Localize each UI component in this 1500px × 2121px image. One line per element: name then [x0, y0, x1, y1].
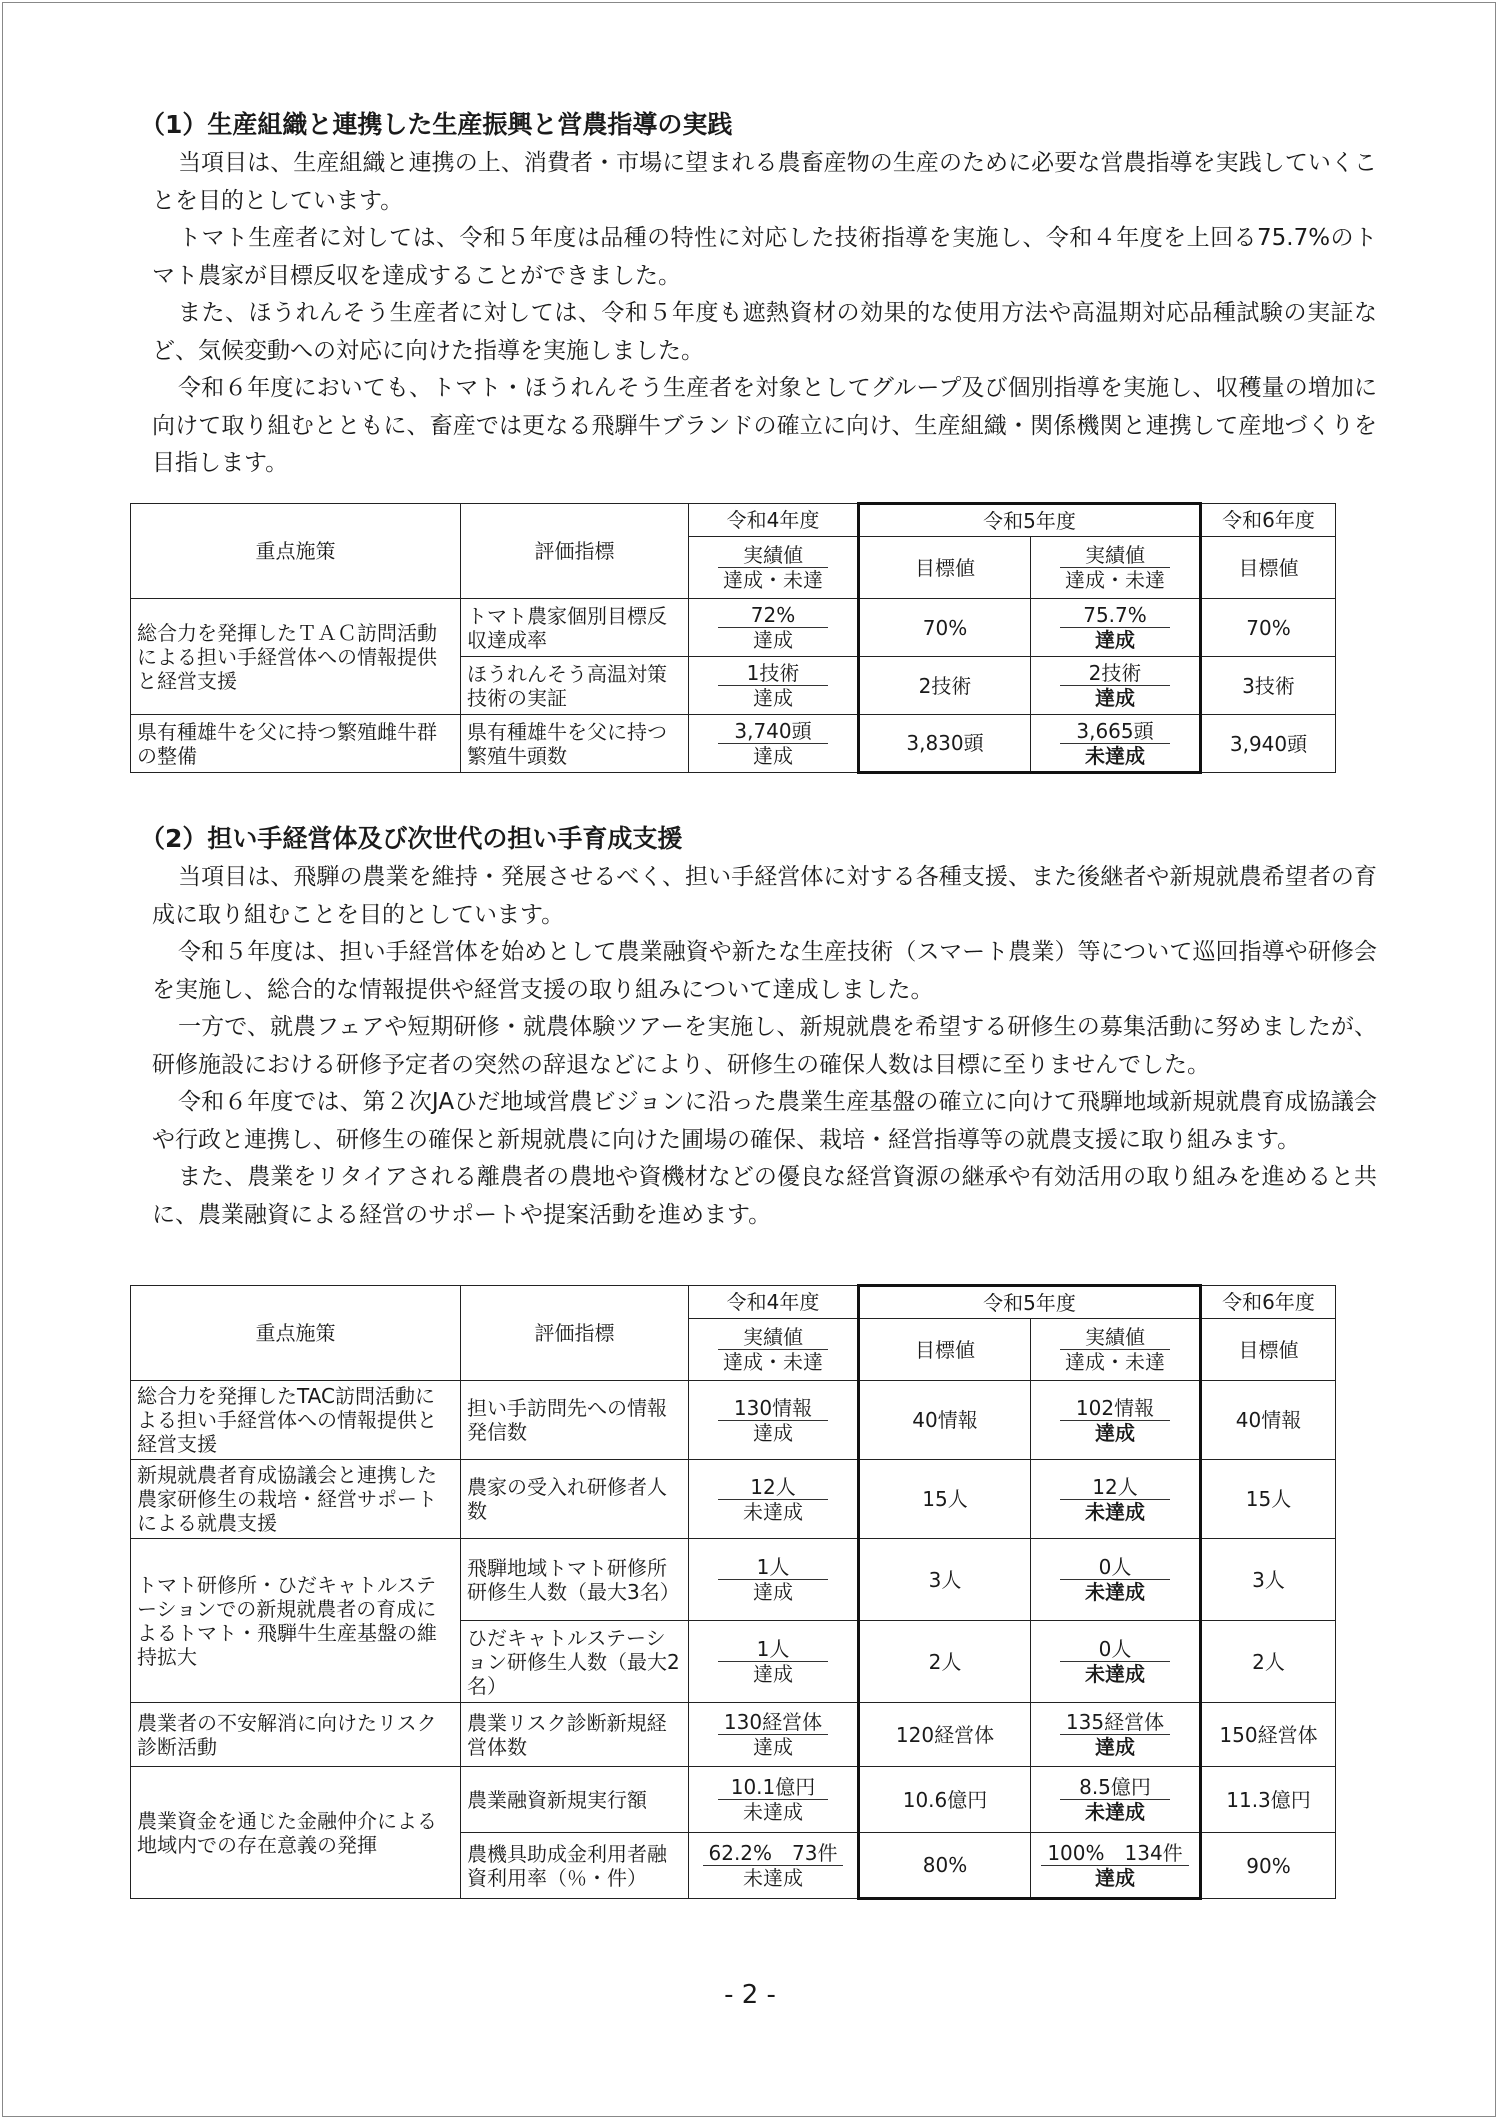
section1-paragraph: 当項目は、生産組織と連携の上、消費者・市場に望まれる農畜産物の生産のために必要な営農指導を実践していくことを目的としています。 — [152, 150, 1377, 214]
section2-paragraph: また、農業をリタイアされる離農者の農地や資機材などの優良な経営資源の継承や有効活用の取り組みを進めると共に、農業融資による経営のサポートや提案活動を進めます。 — [152, 1164, 1377, 1228]
r5-value-cell: $\frac{\text{0人}}{\text{未達成}}$ — [1031, 1621, 1201, 1703]
policy-cell: 新規就農者育成協議会と連携した農家研修生の栽培・経営サポートによる就農支援 — [131, 1460, 461, 1539]
header-r5-actual: $\frac{\text{実績値}}{\text{達成・未達}}$ — [1031, 1319, 1201, 1381]
r5-target-cell: 3,830頭 — [859, 715, 1031, 773]
page-number: - 2 - — [724, 1980, 776, 2010]
r5-value-cell: $\frac{\text{100\% 134件}}{\text{達成}}$ — [1031, 1833, 1201, 1899]
r5-target-cell: 70% — [859, 599, 1031, 657]
r4-value-cell: $\frac{\text{3,740頭}}{\text{達成}}$ — [689, 715, 859, 773]
policy-cell: トマト研修所・ひだキャトルステーションでの新規就農者の育成によるトマト・飛騨牛生産基盤の維持拡大 — [131, 1539, 461, 1703]
indicator-cell: ほうれんそう高温対策技術の実証 — [461, 657, 689, 715]
r5-value-cell: $\frac{\text{0人}}{\text{未達成}}$ — [1031, 1539, 1201, 1621]
indicator-cell: トマト農家個別目標反収達成率 — [461, 599, 689, 657]
policy-cell: 農業資金を通じた金融仲介による地域内での存在意義の発揮 — [131, 1767, 461, 1899]
header-r4-actual: $\frac{\text{実績値}}{\text{達成・未達}}$ — [689, 1319, 859, 1381]
header-r6: 令和6年度 — [1201, 504, 1336, 537]
r6-target-cell: 70% — [1201, 599, 1336, 657]
header-r4: 令和4年度 — [689, 1286, 859, 1319]
r5-value-cell: $\frac{\text{8.5億円}}{\text{未達成}}$ — [1031, 1767, 1201, 1833]
r5-target-cell: 10.6億円 — [859, 1767, 1031, 1833]
section1-paragraph: トマト生産者に対しては、令和５年度は品種の特性に対応した技術指導を実施し、令和４年度を上回る75.7%のトマト農家が目標反収を達成することができました。 — [152, 225, 1377, 289]
header-r6-target: 目標値 — [1201, 1319, 1336, 1381]
section2-paragraph: 当項目は、飛騨の農業を維持・発展させるべく、担い手経営体に対する各種支援、また後継者や新規就農希望者の育成に取り組むことを目的としています。 — [152, 864, 1377, 928]
r5-target-cell: 2人 — [859, 1621, 1031, 1703]
indicator-cell: 農家の受入れ研修者人数 — [461, 1460, 689, 1539]
r6-target-cell: 3技術 — [1201, 657, 1336, 715]
r6-target-cell: 40情報 — [1201, 1381, 1336, 1460]
section1-paragraph: また、ほうれんそう生産者に対しては、令和５年度も遮熱資材の効果的な使用方法や高温期対応品種試験の実証など、気候変動への対応に向けた指導を実施しました。 — [152, 300, 1378, 364]
indicator-cell: 農機具助成金利用者融資利用率（％・件） — [461, 1833, 689, 1899]
indicator-cell: 農業リスク診断新規経営体数 — [461, 1703, 689, 1767]
header-r4: 令和4年度 — [689, 504, 859, 537]
r6-target-cell: 150経営体 — [1201, 1703, 1336, 1767]
r5-target-cell: 80% — [859, 1833, 1031, 1899]
header-indicator: 評価指標 — [461, 504, 689, 599]
header-r5-target: 目標値 — [859, 537, 1031, 599]
section1-paragraph: 令和６年度においても、トマト・ほうれんそう生産者を対象としてグループ及び個別指導を実施し、収穫量の増加に向けて取り組むとともに、畜産では更なる飛騨牛ブランドの確立に向け、生産組織・関係機関と連携して産地づくりを目指します。 — [152, 375, 1377, 476]
r5-target-cell: 40情報 — [859, 1381, 1031, 1460]
r6-target-cell: 15人 — [1201, 1460, 1336, 1539]
r5-value-cell: $\frac{\text{135経営体}}{\text{達成}}$ — [1031, 1703, 1201, 1767]
r5-value-cell: $\frac{\text{102情報}}{\text{達成}}$ — [1031, 1381, 1201, 1460]
indicator-cell: 県有種雄牛を父に持つ繁殖牛頭数 — [461, 715, 689, 773]
r4-value-cell: $\frac{\text{130情報}}{\text{達成}}$ — [689, 1381, 859, 1460]
header-r4-actual: $\frac{\text{実績値}}{\text{達成・未達}}$ — [689, 537, 859, 599]
section2-paragraph: 令和６年度では、第２次JAひだ地域営農ビジョンに沿った農業生産基盤の確立に向けて飛騨地域新規就農育成協議会や行政と連携し、研修生の確保と新規就農に向けた圃場の確保、栽培・経営指導等の就農支援に取り組みます。 — [152, 1089, 1377, 1153]
r5-target-cell: 120経営体 — [859, 1703, 1031, 1767]
header-policy: 重点施策 — [131, 1286, 461, 1381]
r5-value-cell: $\frac{\text{12人}}{\text{未達成}}$ — [1031, 1460, 1201, 1539]
policy-cell: 総合力を発揮したTAC訪問活動による担い手経営体への情報提供と経営支援 — [131, 1381, 461, 1460]
r5-value-cell: $\frac{\text{3,665頭}}{\text{未達成}}$ — [1031, 715, 1201, 773]
policy-cell: 総合力を発揮したＴＡＣ訪問活動による担い手経営体への情報提供と経営支援 — [131, 599, 461, 715]
r4-value-cell: $\frac{\text{1技術}}{\text{達成}}$ — [689, 657, 859, 715]
header-r5-target: 目標値 — [859, 1319, 1031, 1381]
r6-target-cell: 90% — [1201, 1833, 1336, 1899]
header-r5: 令和5年度 — [859, 504, 1201, 537]
r4-value-cell: $\frac{\text{10.1億円}}{\text{未達成}}$ — [689, 1767, 859, 1833]
r5-target-cell: 15人 — [859, 1460, 1031, 1539]
header-r5-actual: $\frac{\text{実績値}}{\text{達成・未達}}$ — [1031, 537, 1201, 599]
r4-value-cell: $\frac{\text{1人}}{\text{達成}}$ — [689, 1621, 859, 1703]
section2-body — [152, 859, 1377, 1234]
r5-target-cell: 3人 — [859, 1539, 1031, 1621]
section2-paragraph: 令和５年度は、担い手経営体を始めとして農業融資や新たな生産技術（スマート農業）等について巡回指導や研修会を実施し、総合的な情報提供や経営支援の取り組みについて達成しました。 — [152, 939, 1377, 1003]
r5-value-cell: $\frac{\text{2技術}}{\text{達成}}$ — [1031, 657, 1201, 715]
indicator-cell: 飛騨地域トマト研修所研修生人数（最大3名） — [461, 1539, 689, 1621]
section2-paragraph: 一方で、就農フェアや短期研修・就農体験ツアーを実施し、新規就農を希望する研修生の募集活動に努めましたが、研修施設における研修予定者の突然の辞退などにより、研修生の確保人数は目標に至りませんでした。 — [152, 1014, 1377, 1078]
section1-heading: （1）生産組織と連携した生産振興と営農指導の実践 — [140, 110, 733, 139]
header-policy: 重点施策 — [131, 504, 461, 599]
r5-value-cell: $\frac{75.7\%}{\text{達成}}$ — [1031, 599, 1201, 657]
r4-value-cell: $\frac{\text{130経営体}}{\text{達成}}$ — [689, 1703, 859, 1767]
section2-table — [130, 1284, 1336, 1900]
header-r6-target: 目標値 — [1201, 537, 1336, 599]
policy-cell: 農業者の不安解消に向けたリスク診断活動 — [131, 1703, 461, 1767]
policy-cell: 県有種雄牛を父に持つ繁殖雌牛群の整備 — [131, 715, 461, 773]
header-indicator: 評価指標 — [461, 1286, 689, 1381]
indicator-cell: 農業融資新規実行額 — [461, 1767, 689, 1833]
r5-target-cell: 2技術 — [859, 657, 1031, 715]
section2-heading: （2）担い手経営体及び次世代の担い手育成支援 — [140, 824, 683, 853]
r4-value-cell: $\frac{\text{12人}}{\text{未達成}}$ — [689, 1460, 859, 1539]
section1-body — [152, 145, 1377, 483]
r4-value-cell: $\frac{\text{1人}}{\text{達成}}$ — [689, 1539, 859, 1621]
r6-target-cell: 2人 — [1201, 1621, 1336, 1703]
r6-target-cell: 3人 — [1201, 1539, 1336, 1621]
section1-table — [130, 502, 1336, 774]
r6-target-cell: 3,940頭 — [1201, 715, 1336, 773]
r4-value-cell: $\frac{\text{62.2\% 73件}}{\text{未達成}}$ — [689, 1833, 859, 1899]
r6-target-cell: 11.3億円 — [1201, 1767, 1336, 1833]
header-r6: 令和6年度 — [1201, 1286, 1336, 1319]
indicator-cell: 担い手訪問先への情報発信数 — [461, 1381, 689, 1460]
header-r5: 令和5年度 — [859, 1286, 1201, 1319]
r4-value-cell: $\frac{72\%}{\text{達成}}$ — [689, 599, 859, 657]
indicator-cell: ひだキャトルステーション研修生人数（最大2名） — [461, 1621, 689, 1703]
